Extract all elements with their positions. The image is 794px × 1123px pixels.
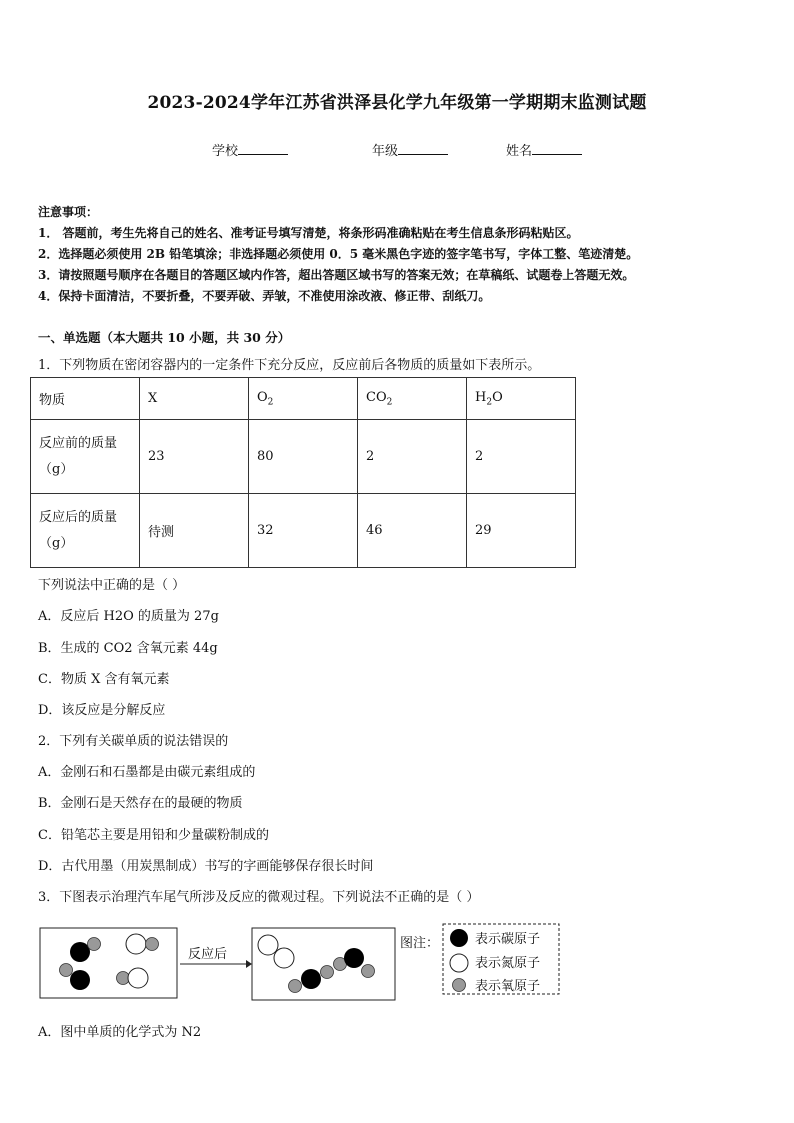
nitrogen-atom bbox=[274, 948, 294, 968]
q1-prompt: 下列说法中正确的是（ ） bbox=[38, 578, 186, 593]
table-header: 物质 bbox=[31, 378, 140, 420]
notice-item: 1． 答题前，考生先将自己的姓名、准考证号填写清楚，将条形码准确粘贴在考生信息条形码粘贴区。 bbox=[38, 226, 579, 240]
notice-heading: 注意事项： bbox=[38, 205, 99, 219]
carbon-atom bbox=[70, 942, 90, 962]
table-cell: 2 bbox=[358, 420, 467, 494]
school-blank[interactable] bbox=[238, 141, 288, 155]
oxygen-atom bbox=[60, 964, 73, 977]
oxygen-atom bbox=[146, 938, 159, 951]
table-cell: 2 bbox=[467, 420, 576, 494]
table-row-label: 反应前的质量（g） bbox=[31, 420, 140, 494]
q1-option-d[interactable]: D．该反应是分解反应 bbox=[38, 703, 166, 718]
q2-stem: 2．下列有关碳单质的说法错误的 bbox=[38, 734, 229, 749]
page-title: 2023-2024学年江苏省洪泽县化学九年级第一学期期末监测试题 bbox=[147, 93, 647, 113]
before-box bbox=[40, 928, 177, 998]
table-cell: 32 bbox=[249, 494, 358, 568]
table-header: $CO_2$ bbox=[358, 378, 467, 420]
q1-option-a[interactable]: A．反应后 H2O 的质量为 27g bbox=[38, 609, 219, 624]
notice-item: 4．保持卡面清洁，不要折叠，不要弄破、弄皱，不准使用涂改液、修正带、刮纸刀。 bbox=[38, 289, 491, 303]
section-heading: 一、单选题（本大题共 10 小题，共 30 分） bbox=[38, 330, 291, 345]
table-cell: 46 bbox=[358, 494, 467, 568]
table-header: X bbox=[140, 378, 249, 420]
arrow-head bbox=[246, 960, 252, 968]
nitrogen-atom bbox=[126, 934, 146, 954]
oxygen-atom bbox=[321, 966, 334, 979]
q1-stem: 1．下列物质在密闭容器内的一定条件下充分反应，反应前后各物质的质量如下表所示。 bbox=[38, 358, 541, 373]
carbon-atom bbox=[344, 948, 364, 968]
carbon-atom bbox=[301, 969, 321, 989]
oxygen-atom bbox=[88, 938, 101, 951]
q1-option-c[interactable]: C．物质 X 含有氧元素 bbox=[38, 672, 170, 687]
legend-label: 表示碳原子 bbox=[475, 932, 541, 947]
legend-label: 表示氧原子 bbox=[475, 979, 541, 994]
q3-stem: 3．下图表示治理汽车尾气所涉及反应的微观过程。下列说法不正确的是（ ） bbox=[38, 890, 480, 905]
table-cell: 待测 bbox=[140, 494, 249, 568]
q2-option-d[interactable]: D．古代用墨（用炭黑制成）书写的字画能够保存很长时间 bbox=[38, 859, 374, 874]
table-header: $O_2$ bbox=[249, 378, 358, 420]
name-blank[interactable] bbox=[532, 141, 582, 155]
nitrogen-atom bbox=[258, 935, 278, 955]
notice-item: 2．选择题必须使用 2B 铅笔填涂；非选择题必须使用 0．5 毫米黑色字迹的签字笔书写，字体工整、笔迹清楚。 bbox=[38, 247, 639, 261]
table-header: $H_2O$ bbox=[467, 378, 576, 420]
table-cell: 29 bbox=[467, 494, 576, 568]
carbon-atom bbox=[70, 970, 90, 990]
q1-option-b[interactable]: B．生成的 CO2 含氧元素 44g bbox=[38, 641, 218, 656]
oxygen-atom bbox=[362, 965, 375, 978]
table-cell: 23 bbox=[140, 420, 249, 494]
table-row-label: 反应后的质量（g） bbox=[31, 494, 140, 568]
q3-option-a[interactable]: A．图中单质的化学式为 N2 bbox=[38, 1025, 202, 1040]
school-field[interactable] bbox=[212, 140, 288, 159]
nitrogen-atom bbox=[128, 968, 148, 988]
notice-item: 3．请按照题号顺序在各题目的答题区域内作答，超出答题区域书写的答案无效；在草稿纸、试题卷上答题无效。 bbox=[38, 268, 635, 282]
legend-label: 表示氮原子 bbox=[475, 956, 541, 971]
notice-block bbox=[38, 202, 638, 307]
grade-label: 年级 bbox=[372, 144, 399, 159]
school-label: 学校 bbox=[212, 144, 239, 159]
grade-blank[interactable] bbox=[398, 141, 448, 155]
q2-option-c[interactable]: C．铅笔芯主要是用铅和少量碳粉制成的 bbox=[38, 828, 269, 843]
name-label: 姓名 bbox=[506, 144, 533, 159]
table-cell: 80 bbox=[249, 420, 358, 494]
legend-carbon-icon bbox=[450, 929, 468, 947]
arrow-label: 反应后 bbox=[188, 947, 228, 962]
grade-field[interactable] bbox=[372, 140, 448, 159]
name-field[interactable] bbox=[506, 140, 582, 159]
q2-option-b[interactable]: B．金刚石是天然存在的最硬的物质 bbox=[38, 796, 243, 811]
reaction-diagram bbox=[30, 918, 570, 1008]
legend-oxygen-icon bbox=[453, 979, 466, 992]
q1-mass-table bbox=[30, 377, 576, 568]
q2-option-a[interactable]: A．金刚石和石墨都是由碳元素组成的 bbox=[38, 765, 256, 780]
oxygen-atom bbox=[289, 980, 302, 993]
legend-nitrogen-icon bbox=[450, 954, 468, 972]
legend-title: 图注： bbox=[400, 936, 440, 951]
